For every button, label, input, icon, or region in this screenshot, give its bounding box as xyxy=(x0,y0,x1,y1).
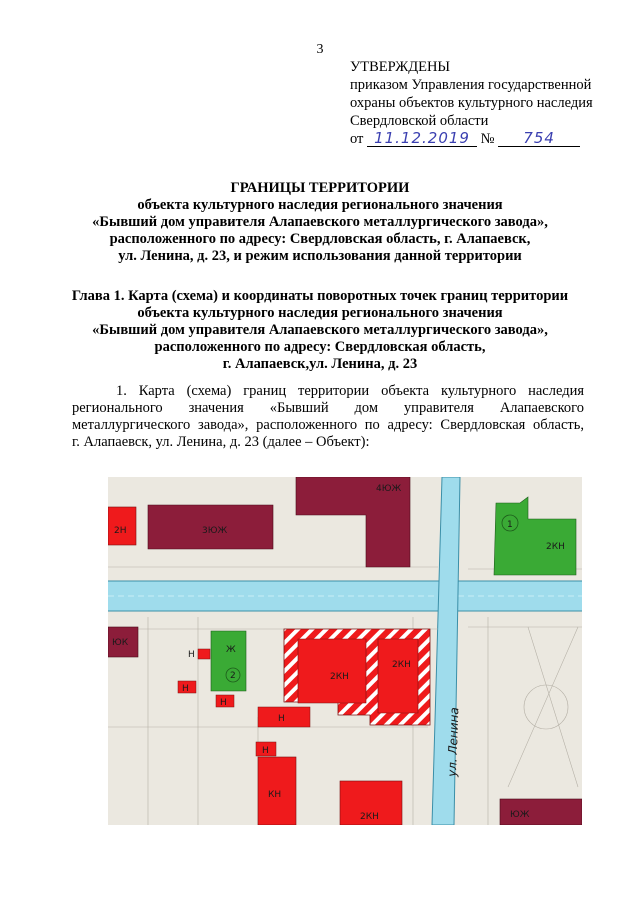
chapter-line-5: г. Алапаевск,ул. Ленина, д. 23 xyxy=(222,356,418,372)
title-line-1: ГРАНИЦЫ ТЕРРИТОРИИ xyxy=(230,180,410,196)
approval-line-1: приказом Управления государственной xyxy=(350,77,592,93)
territory-map xyxy=(108,477,582,825)
paragraph-line-4: г. Алапаевск, ул. Ленина, д. 23 (далее – Объект): xyxy=(72,434,370,450)
approval-heading: УТВЕРЖДЕНЫ xyxy=(350,59,451,75)
title-line-4: расположенного по адресу: Свердловская область, г. Алапаевск, xyxy=(109,231,531,247)
building-h-1 xyxy=(198,649,210,659)
map-label-3ujk: 3ЮЖ xyxy=(202,526,228,536)
map-label-2kn-mid: 2КН xyxy=(392,660,411,670)
map-label-kn: КН xyxy=(268,790,282,800)
chapter-line-4: расположенного по адресу: Свердловская область, xyxy=(154,339,486,355)
map-label-2: 2 xyxy=(230,671,236,681)
page-number: 3 xyxy=(316,42,324,57)
approval-line-2: охраны объектов культурного наследия xyxy=(350,95,593,111)
map-label-ujk-bottom: ЮЖ xyxy=(510,810,530,820)
map-label-2kn-bottom: 2КН xyxy=(360,812,379,822)
chapter-line-2: объекта культурного наследия регионального значения xyxy=(137,305,503,321)
map-label-2kn-object: 2КН xyxy=(330,672,349,682)
title-line-3: «Бывший дом управителя Алапаевского металлургического завода», xyxy=(92,214,548,230)
approval-block xyxy=(350,58,593,148)
map-label-2kn-top: 2КН xyxy=(546,542,565,552)
title-line-2: объекта культурного наследия регионального значения xyxy=(137,197,503,213)
map-label-h3: Н xyxy=(220,698,227,708)
object-annex xyxy=(378,639,418,713)
from-label: от xyxy=(350,131,364,147)
paragraph-line-1: 1. Карта (схема) границ территории объекта культурного наследия xyxy=(116,383,584,399)
map-label-h5: Н xyxy=(262,746,269,756)
title-line-5: ул. Ленина, д. 23, и режим использования данной территории xyxy=(118,248,522,264)
map-svg xyxy=(108,477,582,825)
paragraph-line-3: металлургического завода», расположенного по адресу: Свердловская область, xyxy=(72,417,584,433)
street-label: ул. Ленина xyxy=(445,707,462,778)
object-building xyxy=(298,639,366,703)
paragraph-line-2: регионального значения «Бывший дом управителя Алапаевского xyxy=(72,400,584,416)
map-label-1: 1 xyxy=(507,520,513,530)
map-label-h1: Н xyxy=(188,650,195,660)
map-label-4ujk: 4ЮЖ xyxy=(376,484,402,494)
canal-horizontal xyxy=(108,581,582,611)
chapter-heading xyxy=(0,288,640,373)
number-label: № xyxy=(480,131,495,147)
map-label-zh: Ж xyxy=(226,645,236,655)
document-title xyxy=(0,180,640,265)
chapter-line-1: Глава 1. Карта (схема) и координаты поворотных точек границ территории xyxy=(71,288,569,304)
map-label-ujk-left: ЮК xyxy=(112,638,129,648)
map-label-h4: Н xyxy=(278,714,285,724)
map-label-2n: 2Н xyxy=(114,526,127,536)
approval-date-line xyxy=(350,130,593,148)
approval-line-3: Свердловской области xyxy=(350,113,489,129)
map-label-h2: Н xyxy=(182,684,189,694)
paragraph-1 xyxy=(72,383,584,451)
chapter-line-3: «Бывший дом управителя Алапаевского металлургического завода», xyxy=(92,322,548,338)
building-residential-green xyxy=(211,631,246,691)
approval-date: 11.12.2019 xyxy=(374,129,470,147)
approval-number: 754 xyxy=(523,129,555,147)
